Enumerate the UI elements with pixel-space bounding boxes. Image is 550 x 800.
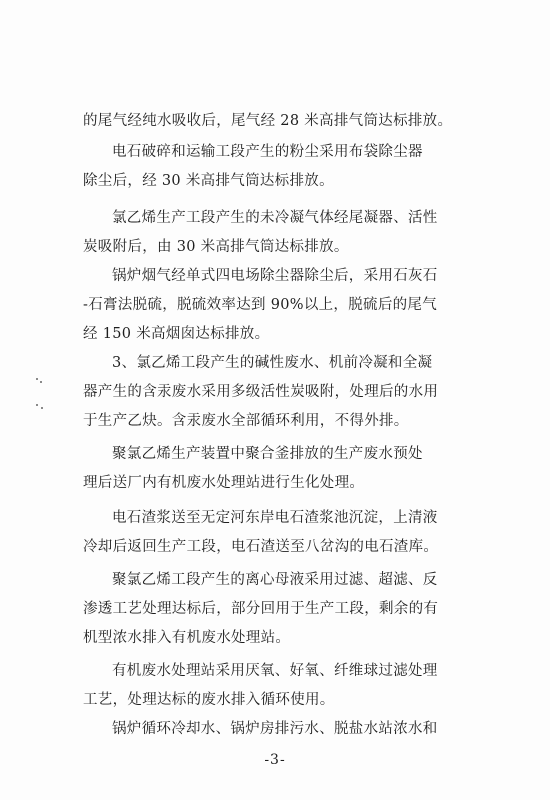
body-text-line: 3、氯乙烯工段产生的碱性废水、机前冷凝和全凝 bbox=[112, 355, 433, 371]
scan-speck bbox=[36, 378, 38, 380]
body-text-line: 除尘后，经 30 米高排气筒达标排放。 bbox=[83, 173, 334, 189]
body-text-line: 聚氯乙烯工段产生的离心母液采用过滤、超滤、反 bbox=[112, 572, 438, 588]
scan-speck bbox=[36, 404, 38, 406]
body-text-line: 氯乙烯生产工段产生的未冷凝气体经尾凝器、活性 bbox=[112, 210, 438, 226]
body-text-line: 电石破碎和运输工段产生的粉尘采用布袋除尘器 bbox=[112, 144, 423, 160]
scan-speck bbox=[41, 407, 43, 409]
body-text-line: 锅炉循环冷却水、锅炉房排污水、脱盐水站浓水和 bbox=[112, 721, 438, 737]
body-text-line: 电石渣浆送至无定河东岸电石渣浆池沉淀，上清液 bbox=[112, 510, 438, 526]
scan-speck bbox=[40, 381, 42, 383]
body-text-line: 锅炉烟气经单式四电场除尘器除尘后，采用石灰石 bbox=[112, 268, 438, 284]
body-text-line: 器产生的含汞废水采用多级活性炭吸附，处理后的水用 bbox=[83, 384, 439, 400]
body-text-line: 于生产乙炔。含汞废水全部循环利用，不得外排。 bbox=[83, 413, 409, 429]
body-text-line: 冷却后返回生产工段，电石渣送至八岔沟的电石渣库。 bbox=[83, 539, 439, 555]
page-number: -3- bbox=[264, 752, 286, 768]
body-text-line: 的尾气经纯水吸收后，尾气经 28 米高排气筒达标排放。 bbox=[83, 113, 453, 129]
body-text-line: 工艺，处理达标的废水排入循环使用。 bbox=[83, 692, 335, 708]
body-text-line: 机型浓水排入有机废水处理站。 bbox=[83, 630, 291, 646]
body-text-line: -石膏法脱硫，脱硫效率达到 90%以上，脱硫后的尾气 bbox=[83, 297, 438, 313]
body-text-line: 聚氯乙烯生产装置中聚合釜排放的生产废水预处 bbox=[112, 446, 423, 462]
body-text-line: 炭吸附后，由 30 米高排气筒达标排放。 bbox=[83, 239, 349, 255]
body-text-line: 经 150 米高烟囱达标排放。 bbox=[83, 326, 270, 342]
body-text-line: 渗透工艺处理达标后，部分回用于生产工段，剩余的有 bbox=[83, 601, 439, 617]
body-text-line: 理后送厂内有机废水处理站进行生化处理。 bbox=[83, 475, 365, 491]
body-text-line: 有机废水处理站采用厌氧、好氧、纤维球过滤处理 bbox=[112, 663, 438, 679]
